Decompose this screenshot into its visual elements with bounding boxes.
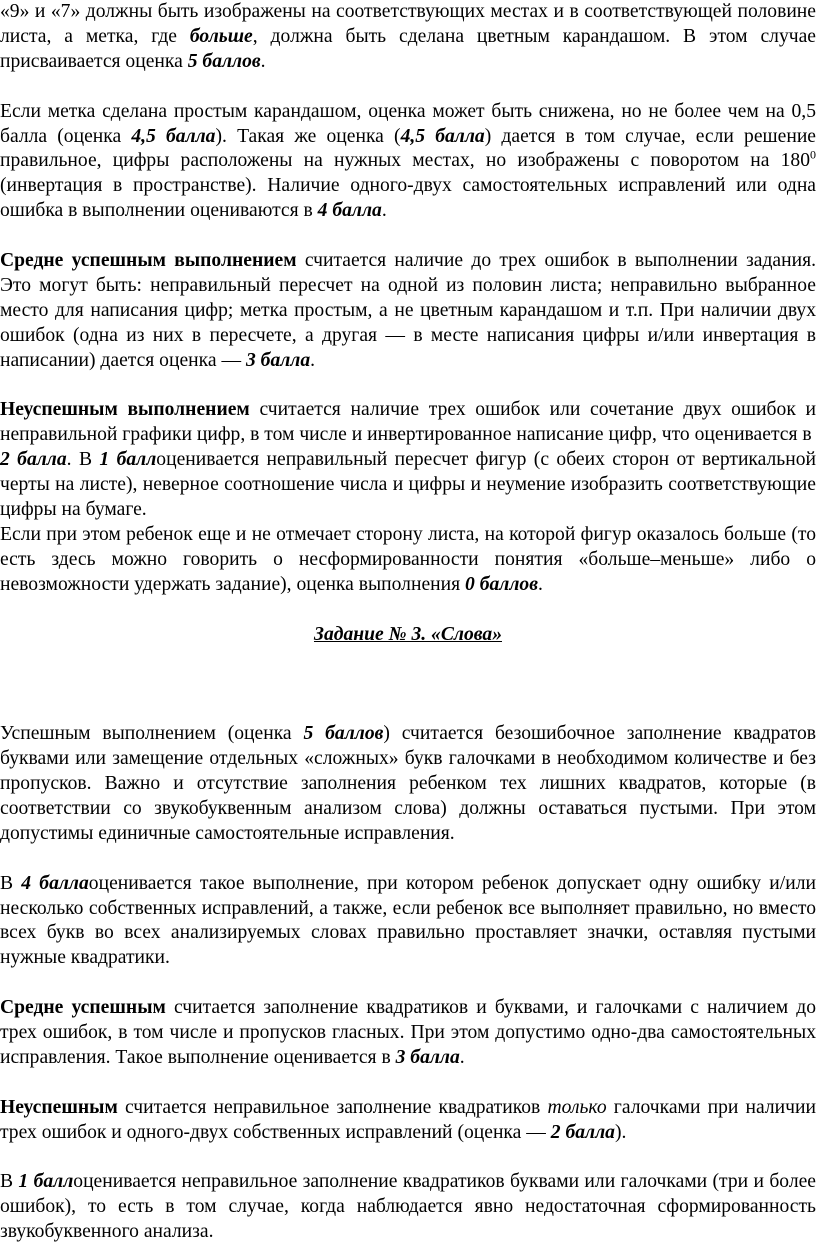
spacer <box>0 648 816 723</box>
text: Если при этом ребенок еще и не отмечает сторону листа, на которой фигур оказалось больше (то есть здесь можно говорить о несформированности понятия «больше–меньше» либо о невозможности удержать задание), оценка выполнения <box>0 523 816 595</box>
text: Успешным выполнением (оценка <box>0 723 304 745</box>
paragraph-6 <box>0 722 816 847</box>
score-emphasis: 3 балла <box>245 349 311 371</box>
text: В <box>0 1171 19 1193</box>
score-emphasis: 3 балла <box>395 1046 460 1068</box>
paragraph-3 <box>0 249 816 374</box>
text: . <box>381 200 387 222</box>
text: считается наличие трех ошибок или сочетание двух ошибок и неправильной графики цифр, в том числе и инвертированное написание цифр, что оценивается в <box>0 399 816 446</box>
paragraph-10 <box>0 1170 816 1245</box>
text: ) считается безошибочное заполнение квадратов буквами или замещение отдельных «сложных» букв галочками в необходимом количестве и без пропусков. Важно и отсутствие заполнения ребенком тех лишних квадратов, которые (в соответствии со звукобуквенным анализом слова) должны оставаться пустыми. При этом допустимы единичные самостоятельные исправления. <box>0 723 816 844</box>
spacer <box>0 971 816 996</box>
bold-term: Средне успешным <box>0 997 166 1019</box>
score-emphasis: 1 балл <box>18 1171 74 1193</box>
text: ) дается в том случае, если решение правильное, цифры расположены на нужных местах, но изображены с поворотом на 180 <box>0 125 816 172</box>
spacer <box>0 847 816 872</box>
score-emphasis: 4 балла <box>317 200 382 222</box>
score-emphasis: 0 баллов <box>465 573 538 595</box>
text: считается неправильное заполнение квадратиков <box>117 1096 548 1118</box>
paragraph-1 <box>0 0 816 75</box>
bold-term: Неуспешным <box>0 1096 118 1118</box>
score-emphasis: 4,5 балла <box>400 125 485 147</box>
section-heading: Задание № 3. «Слова» <box>313 623 502 645</box>
text: оценивается неправильное заполнение квадратиков буквами или галочками (три и более ошибок), то есть в том случае, когда наблюдается явно недостаточная сформированность звукобуквенного анализа. <box>0 1171 816 1243</box>
bold-term: Неуспешным выполнением <box>0 399 250 421</box>
text: . <box>537 573 543 595</box>
spacer <box>0 374 816 399</box>
text: считается заполнение квадратиков и буквами, и галочками с наличием до трех ошибок, в том числе и пропусков гласных. При этом допустимо одно-два самостоятельных исправления. Такое выполнение оценивается в <box>0 997 816 1068</box>
text: (инвертация в пространстве). Наличие одного-двух самостоятельных исправлений или одна ошибка в выполнении оцениваются в <box>0 175 816 222</box>
score-emphasis: 2 балла <box>550 1121 615 1143</box>
degree-superscript: 0 <box>810 147 816 162</box>
score-emphasis: 2 балла <box>0 449 67 471</box>
text: оценивается такое выполнение, при котором ребенок допускает одну ошибку и/или несколько собственных исправлений, а также, если ребенок все выполняет правильно, но вместо всех букв во всех анализируемых словах правильно проставляет значки, оставляя пустыми нужные квадратики. <box>0 872 816 969</box>
paragraph-2 <box>0 100 816 225</box>
italic-term: только <box>547 1096 607 1118</box>
text: ). <box>614 1121 627 1143</box>
paragraph-5 <box>0 523 816 598</box>
text: считается наличие до трех ошибок в выполнении задания. Это могут быть: неправильный пересчет на одной из половин листа; неправильно выбранное место для написания цифр; метка простым, а не цветным карандашом и т.п. При наличии двух ошибок (одна из них в пересчете, а другая — в месте написания цифры и/или инвертация в написании) дается оценка — <box>0 250 816 371</box>
score-emphasis: 1 балл <box>99 449 157 471</box>
text: . В <box>66 449 100 471</box>
spacer <box>0 1071 816 1096</box>
text: ). Такая же оценка ( <box>215 125 401 147</box>
text: галочками при наличии трех ошибок и одного-двух собственных исправлений (оценка — <box>0 1096 816 1143</box>
spacer <box>0 598 816 623</box>
text: , должна быть сделана цветным карандашом. В этом случае присваивается оценка <box>0 25 816 72</box>
text: Если метка сделана простым карандашом, оценка может быть снижена, но не более чем на 0,5 балла (оценка <box>0 100 816 147</box>
paragraph-8 <box>0 996 816 1071</box>
spacer <box>0 1146 816 1171</box>
spacer <box>0 75 816 100</box>
paragraph-7 <box>0 872 816 972</box>
paragraph-9 <box>0 1096 816 1146</box>
score-emphasis: 4 балла <box>21 872 89 894</box>
spacer <box>0 224 816 249</box>
text: . <box>310 349 316 371</box>
text: . <box>459 1046 465 1068</box>
score-emphasis: 5 баллов <box>303 723 384 745</box>
text: оценивается неправильный пересчет фигур (с обеих сторон от вертикальной черты на листе), неверное соотношение числа и цифры и неумение изобразить соответствующие цифры на бумаге. <box>0 449 816 521</box>
emphasis: больше <box>189 25 253 47</box>
score-emphasis: 5 баллов <box>187 50 261 72</box>
paragraph-4 <box>0 398 816 523</box>
text: В <box>0 872 22 894</box>
text: . <box>260 50 266 72</box>
bold-term: Средне успешным выполнением <box>0 250 297 272</box>
text: «9» и «7» должны быть изображены на соответствующих местах и в соответствующей половине листа, а метка, где <box>0 1 816 47</box>
score-emphasis: 4,5 балла <box>131 125 216 147</box>
